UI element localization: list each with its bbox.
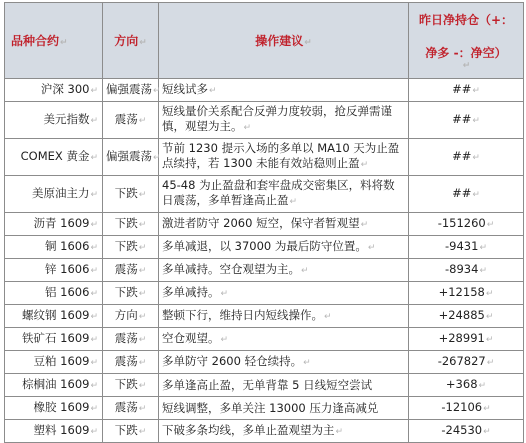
table-row (5, 259, 524, 282)
cell-direction: 下跌↵ (103, 176, 159, 213)
cell-direction: 下跌↵ (103, 420, 159, 443)
cell-position: +28991↵ (409, 328, 524, 351)
header-contract: 品种合约↵ (5, 3, 103, 79)
table-row (5, 139, 524, 176)
cell-direction: 震荡↵ (103, 328, 159, 351)
cell-advice: 下破多条均线，多单止盈观望为主↵ (159, 420, 409, 443)
cell-contract: 锌 1606↵ (5, 259, 103, 282)
cell-direction: 下跌↵ (103, 213, 159, 236)
cell-direction: 下跌↵ (103, 374, 159, 397)
cell-contract: 铝 1606↵ (5, 282, 103, 305)
cell-position: -8934↵ (409, 259, 524, 282)
cell-contract: COMEX 黄金↵ (5, 139, 103, 176)
cell-advice: 短线调整，多单关注 13000 压力逢高减兑 (159, 397, 409, 420)
cell-advice: 节前 1230 提示入场的多单以 MA10 天为止盈点续持，若 1300 未能有效站稳则止盈↵ (159, 139, 409, 176)
table-row (5, 102, 524, 139)
cell-advice: 多单减退，以 37000 为最后防守位置。↵ (159, 236, 409, 259)
cell-position: ##↵ (409, 139, 524, 176)
header-row (5, 3, 524, 79)
table-row (5, 351, 524, 374)
table-row (5, 420, 524, 443)
cell-position: ##↵ (409, 102, 524, 139)
cell-contract: 棕榈油 1609↵ (5, 374, 103, 397)
cell-direction: 下跌↵ (103, 282, 159, 305)
table-row (5, 305, 524, 328)
header-direction: 方向↵ (103, 3, 159, 79)
cell-contract: 美原油主力↵ (5, 176, 103, 213)
cell-position: -9431↵ (409, 236, 524, 259)
table-row (5, 236, 524, 259)
table-row (5, 328, 524, 351)
cell-contract: 沪深 300↵ (5, 79, 103, 102)
table-row (5, 213, 524, 236)
cell-contract: 橡胶 1609↵ (5, 397, 103, 420)
cell-advice: 多单逢高止盈，无单背靠 5 日线短空尝试 (159, 374, 409, 397)
cell-position: +24885↵ (409, 305, 524, 328)
cell-contract: 美元指数↵ (5, 102, 103, 139)
cell-contract: 豆粕 1609↵ (5, 351, 103, 374)
cell-advice: 激进者防守 2060 短空，保守者暂观望↵ (159, 213, 409, 236)
cell-direction: 震荡↵ (103, 259, 159, 282)
cell-advice: 短线试多↵ (159, 79, 409, 102)
header-advice: 操作建议↵ (159, 3, 409, 79)
cell-position: -12106↵ (409, 397, 524, 420)
table-row (5, 176, 524, 213)
cell-advice: 整顿下行，维持日内短线操作。↵ (159, 305, 409, 328)
cell-advice: 空仓观望。↵ (159, 328, 409, 351)
cell-position: ##↵ (409, 176, 524, 213)
cell-position: +12158↵ (409, 282, 524, 305)
cell-contract: 沥青 1609↵ (5, 213, 103, 236)
cell-position: -267827↵ (409, 351, 524, 374)
cell-direction: 震荡↵ (103, 397, 159, 420)
cell-contract: 铜 1606↵ (5, 236, 103, 259)
cell-position: -151260↵ (409, 213, 524, 236)
cell-direction: 偏强震荡↵ (103, 139, 159, 176)
cell-advice: 45-48 为止盈盘和套牢盘成交密集区，料将数日震荡，多单暂逢高止盈↵ (159, 176, 409, 213)
table-row (5, 282, 524, 305)
cell-direction: 下跌↵ (103, 236, 159, 259)
cell-advice: 多单减持。↵ (159, 282, 409, 305)
cell-contract: 塑料 1609↵ (5, 420, 103, 443)
cell-position: ##↵ (409, 79, 524, 102)
header-position: 昨日净持仓（+： 净多 -：净空） ↵ (409, 3, 524, 79)
cell-contract: 铁矿石 1609↵ (5, 328, 103, 351)
table-row (5, 397, 524, 420)
table-row (5, 79, 524, 102)
cell-advice: 多单防守 2600 轻仓续持。↵ (159, 351, 409, 374)
cell-advice: 短线量价关系配合反弹力度较弱，抢反弹需谨慎，观望为主。↵ (159, 102, 409, 139)
cell-advice: 多单减持。空仓观望为主。↵ (159, 259, 409, 282)
cell-contract: 螺纹钢 1609↵ (5, 305, 103, 328)
cell-direction: 震荡↵ (103, 351, 159, 374)
cell-direction: 偏强震荡↵ (103, 79, 159, 102)
futures-advice-table (4, 2, 524, 443)
cell-position: +368↵ (409, 374, 524, 397)
cell-direction: 震荡↵ (103, 102, 159, 139)
table-row (5, 374, 524, 397)
cell-position: -24530↵ (409, 420, 524, 443)
cell-direction: 方向↵ (103, 305, 159, 328)
